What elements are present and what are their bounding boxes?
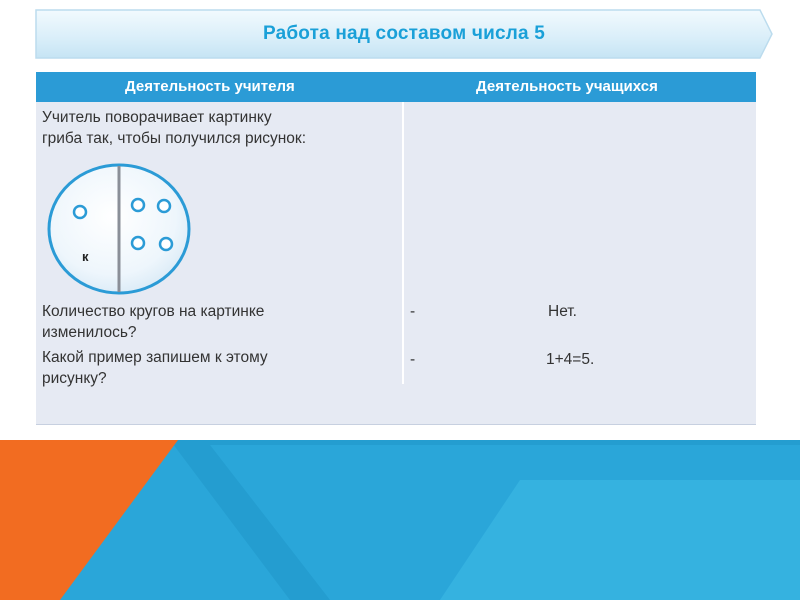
answer-1-text: Нет.: [548, 303, 577, 320]
teacher-intro: [42, 107, 306, 149]
dot-right-2: [158, 200, 170, 212]
dot-right-3: [132, 237, 144, 249]
answer-2-dash: -: [410, 351, 416, 368]
header-teacher: Деятельность учителя: [125, 78, 295, 95]
answer-2-text: 1+4=5.: [546, 351, 595, 368]
table-body: [36, 102, 756, 425]
bottom-decoration: [0, 440, 800, 600]
title-banner: [34, 8, 774, 60]
header-students: Деятельность учащихся: [476, 78, 658, 95]
teacher-question-2: [42, 347, 268, 389]
table-header: [36, 72, 756, 102]
dot-right-4: [160, 238, 172, 250]
teacher-question-2-line-1: Какой пример запишем к этому: [42, 349, 268, 366]
teacher-intro-line-2: гриба так, чтобы получился рисунок:: [42, 130, 307, 147]
page-title: Работа над составом числа 5: [262, 23, 546, 44]
teacher-question-1: [42, 301, 264, 343]
dot-left-1: [74, 206, 86, 218]
answer-1-dash: -: [410, 303, 416, 320]
teacher-question-1-line-2: изменилось?: [42, 324, 137, 341]
picture-label: к: [82, 249, 89, 264]
mushroom-cap-circle-icon: [46, 162, 192, 296]
teacher-question-2-line-2: рисунку?: [42, 370, 107, 387]
activity-table: [36, 72, 756, 424]
teacher-intro-line-1: Учитель поворачивает картинку: [42, 109, 272, 126]
dot-right-1: [132, 199, 144, 211]
column-divider: [402, 102, 404, 384]
teacher-question-1-line-1: Количество кругов на картинке: [42, 303, 265, 320]
